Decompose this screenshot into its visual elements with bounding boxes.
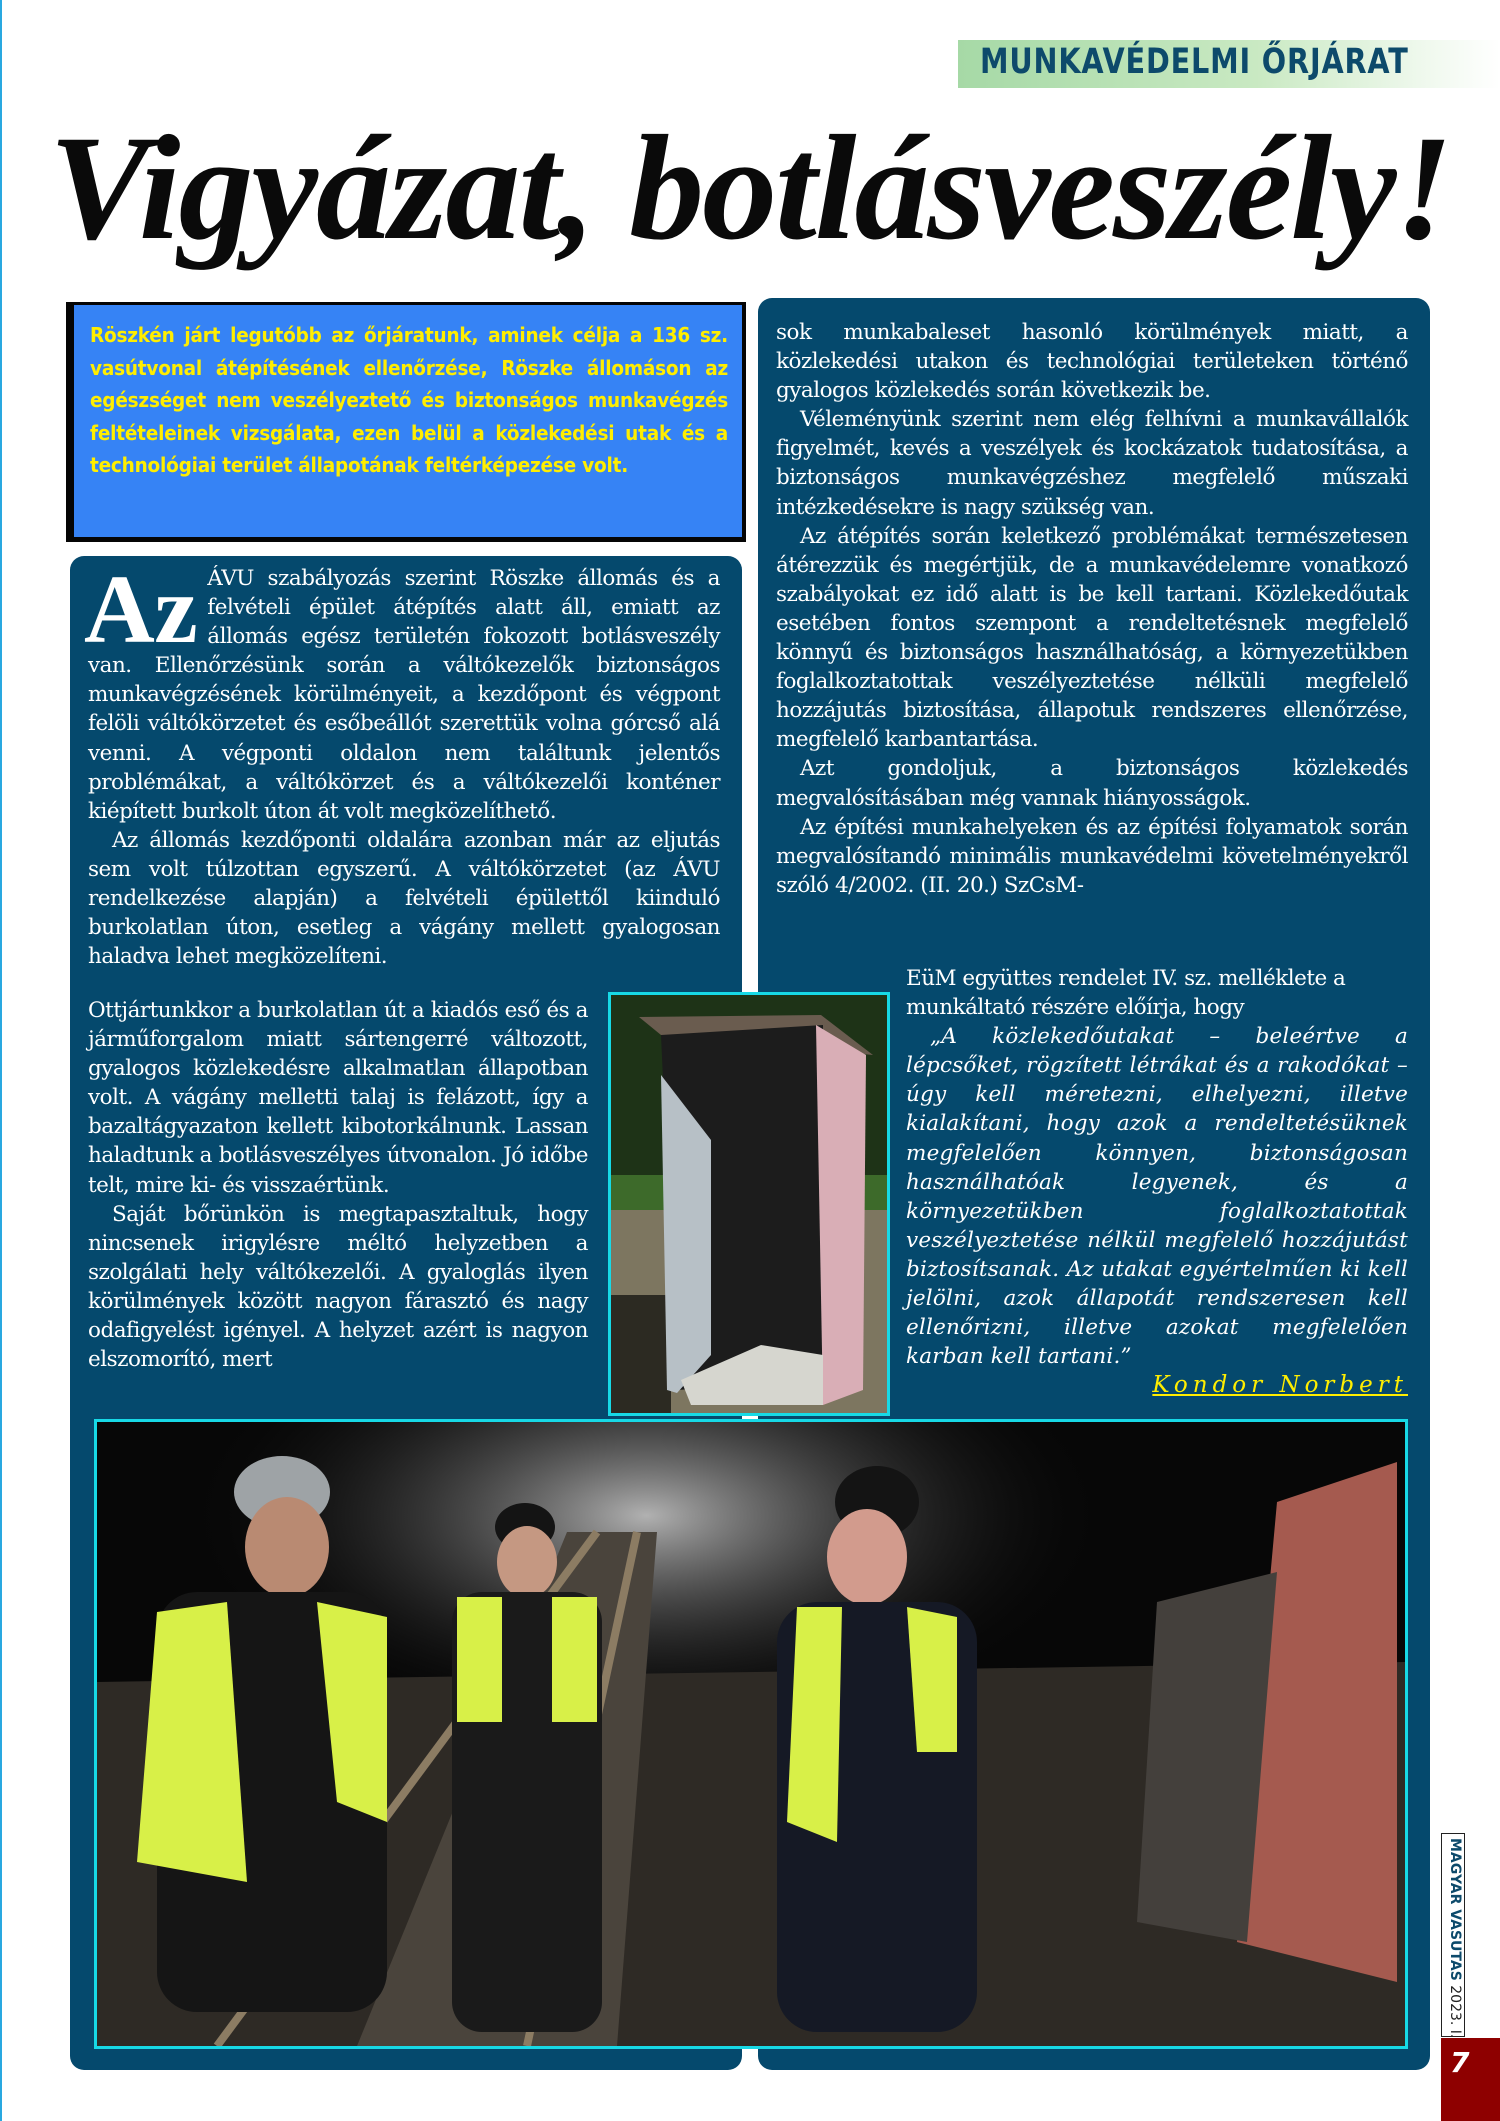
- paragraph: Azt gondoljuk, a biztonságos közlekedés megvalósításában még vannak hiányosságok.: [776, 756, 1408, 811]
- night-track-illustration: [97, 1422, 1405, 2046]
- regulation-quote: „A közlekedőutakat – beleértve a lépcsőket, rögzített létrákat és a rakodókat – úgy kell méretezni, elhelyezni, illetve kialakítani, hogy azok a rendeltetésüknek megfelelően könnyen, biztonságosan használhatóak legyenek, és a környezetükben foglalkoztatottak veszélyeztetése nélkül megfelelő hozzájutást biztosítsanak. Az utakat egyértelműen ki kell jelölni, azok állapotát rendszeresen kell ellenőrizni, illetve azokat megfelelően karban kell tartani.”: [906, 1024, 1408, 1370]
- left-column-text: [84, 556, 720, 971]
- paragraph: sok munkabaleset hasonló körülmények miatt, a közlekedési utakon és technológiai területeken történő gyalogos közlekedés során következik be.: [776, 320, 1408, 404]
- paragraph: Ottjártunkkor a burkolatlan út a kiadós eső és a járműforgalom miatt sártengerré változott, gyalogos közlekedésre alkalmatlan állapotban volt. A vágány melletti talaj is felázott, így a bazaltágyazaton kellett kibotorkálnunk. Lassan haladtunk a botlásveszélyes útvonalon. Jó időbe telt, mire ki- és visszaértünk.: [88, 998, 588, 1198]
- shelter-photo: [608, 992, 890, 1416]
- paragraph: Az átépítés során keletkező problémákat természetesen átérezzük és megértjük, de a munkavédelemre vonatkozó szabályokat ez idő alatt is be kell tartani. Közlekedőutak esetében fontos szempont a rendeltetésnek megfelelő könnyű és biztonságos használhatóság, a környezetükben foglalkoztatottak veszélyeztetése nélküli megfelelő hozzájutás biztosítása, állapotuk rendszeres ellenőrzése, megfelelő karbantartása.: [776, 523, 1408, 753]
- paragraph: Az állomás kezdőponti oldalára azonban már az eljutás sem volt túlzottan egyszerű. A váltókörzetet (az ÁVU rendelkezése alapján) a felvételi épülettől kiinduló burkolatlan úton, esetleg a vágány mellett gyalogosan haladva lehet megközelíteni.: [88, 827, 720, 970]
- left-column-narrow-text: [88, 996, 588, 1374]
- lead-text: Röszkén járt legutóbb az őrjáratunk, aminek célja a 136 sz. vasútvonal átépítésének ellenőrzése, Röszke állomáson az egészséget nem veszélyeztető és biztonságos munkavégzés feltételeinek vizsgálata, ezen belül a közlekedési utak és a technológiai terület állapotának feltérképezése volt.: [90, 323, 728, 477]
- rain-shelter-illustration: [611, 995, 887, 1413]
- paragraph: Véleményünk szerint nem elég felhívni a munkavállalók figyelmét, kevés a veszélyek és kockázatok tudatosítása, a biztonságos munkavégzéshez megfelelő műszaki intézkedésekre is nagy szükség van.: [776, 407, 1408, 520]
- lead-box: [74, 305, 742, 537]
- section-label: MUNKAVÉDELMI ŐRJÁRAT: [980, 42, 1409, 82]
- page-number: 7: [1450, 2046, 1470, 2079]
- inspectors-night-photo: [94, 1419, 1408, 2049]
- article-title: Vigyázat, botlásveszély!: [49, 105, 1451, 271]
- drop-cap: Az: [84, 556, 198, 664]
- paragraph: Saját bőrünkön is megtapasztaltuk, hogy nincsenek irigylésre méltó helyzetben a szolgálati hely váltókezelői. A gyaloglás ilyen körülmények között nagyon fárasztó és nagy odafigyelést igényel. A helyzet azért is nagyon elszomorító, mert: [88, 1201, 588, 1373]
- author-byline: Kondor Norbert: [1152, 1372, 1408, 1398]
- paragraph: Az építési munkahelyeken és az építési folyamatok során megvalósítandó minimális munkavédelmi követelményekről szóló 4/2002. (II. 20.) SzCsM-: [776, 814, 1408, 898]
- magazine-name: MAGYAR VASUTAS: [1447, 1838, 1463, 1981]
- page-edge-line: [0, 0, 2, 2121]
- paragraph: EüM együttes rendelet IV. sz. melléklete a munkáltató részére előírja, hogy: [906, 966, 1346, 1021]
- magazine-issue-label: [1447, 1838, 1463, 2038]
- paragraph: Az ÁVU szabályozás szerint Röszke állomás és a felvételi épület átépítés alatt áll, emiatt az állomás egész területén fokozott botlásveszély van. Ellenőrzésünk során a váltókezelők biztonságos munkavégzésének körülményeit, a kezdőpont és végpont felöli váltókörzetet és esőbeállót szerettük volna górcső alá venni. A végponti oldalon nem találtunk jelentős problémákat, a váltókörzet és a váltókezelői konténer kiépített burkolt úton át volt megközelíthető.: [84, 556, 720, 824]
- right-column-text: [776, 318, 1408, 900]
- right-column-narrow-text: [906, 964, 1408, 1371]
- issue-number: 2023. I.: [1447, 1985, 1463, 2039]
